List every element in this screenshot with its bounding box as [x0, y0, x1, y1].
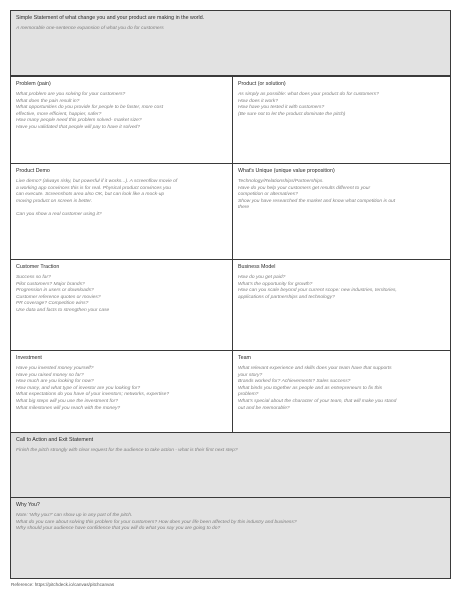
- problem-line: How many people need this problem solved- market size?: [16, 118, 142, 124]
- unique-line: Show you have researched the market and know what competition is out: [238, 198, 396, 204]
- traction-line: Success so far?: [16, 275, 51, 280]
- demo-line: Can you show a real customer using it?: [16, 211, 102, 217]
- model-title: Business Model: [238, 264, 276, 270]
- demo-title: Product Demo: [16, 168, 50, 174]
- demo-line: can execute. Screenshots area also OK, but can look like a mock-up: [16, 192, 165, 198]
- investment-title: Investment: [16, 355, 42, 361]
- team-title: Team: [238, 355, 251, 361]
- investment-box: [10, 350, 233, 433]
- model-line: What's the opportunity for growth?: [238, 281, 313, 287]
- demo-line: moving product on screen is better.: [16, 198, 93, 204]
- problem-box: [10, 76, 233, 164]
- reference-link[interactable]: Reference: https://pitchdeck.io/canvas/pitchcanvas: [11, 582, 115, 587]
- team-box: [232, 350, 451, 433]
- investment-line: What big steps will you use the investment for?: [16, 398, 118, 404]
- investment-line: What expectations do you have of your investors; networks, expertise?: [16, 392, 170, 398]
- statement-box: [10, 10, 451, 76]
- team-line: problem?: [238, 392, 259, 398]
- unique-title: What's Unique (unique value proposition): [238, 168, 335, 174]
- model-line: How can you scale beyond your current scope: new industries, territories,: [238, 288, 397, 294]
- cta-box: [10, 432, 451, 498]
- problem-line: effective, more efficient, happier, safer?: [16, 111, 102, 117]
- product-line: (Be sure not to let the product dominate the pitch): [238, 111, 346, 117]
- problem-line: What does the pain result in?: [16, 98, 80, 104]
- team-line: your story?: [238, 372, 263, 378]
- traction-line: Customer reference quotes or movies?: [16, 294, 101, 300]
- traction-box: [10, 259, 233, 351]
- product-title: Product (or solution): [238, 81, 286, 87]
- model-box: [232, 259, 451, 351]
- team-line: What relevant experience and skills does your team have that supports: [238, 366, 392, 371]
- team-line: Brands worked for? Achievements? Sales success?: [238, 379, 351, 385]
- product-line: How have you tested it with customers?: [238, 105, 325, 111]
- product-box: [232, 76, 451, 164]
- product-line: As simply as possible: what does your product do for customers?: [238, 92, 379, 97]
- team-line: out and be memorable?: [238, 405, 290, 411]
- cta-line: Finish the pitch strongly with clear request for the audience to take action - what is their first next step?: [16, 448, 238, 453]
- product-line: How does it work?: [238, 98, 278, 104]
- team-line: What's special about the character of your team, that will make you stand: [238, 398, 397, 404]
- traction-line: Pilot customers? Major brands?: [16, 281, 85, 287]
- demo-line: a working app convinces this is for real. Physical product convinces you: [16, 185, 171, 191]
- why-line: Note: 'Why you?' can show up in any part of the pitch.: [16, 513, 133, 518]
- why-title: Why You?: [16, 502, 40, 508]
- investment-line: How much are you looking for now?: [16, 379, 94, 385]
- problem-line: Have you validated that people will pay to have it solved?: [16, 124, 140, 130]
- demo-line: Live demo? (always risky, but powerful if it works...). A screenflow movie of: [16, 179, 178, 184]
- why-line: Why should your audience have confidence that you will do what you say you are going to do?: [16, 526, 221, 532]
- unique-line: Technology/Relationships/Partnerships.: [238, 179, 324, 184]
- team-line: What binds you together as people and as entrepreneurs to fix this: [238, 385, 383, 391]
- spacer: [16, 205, 227, 212]
- problem-line: What problem are you solving for your customers?: [16, 92, 126, 97]
- unique-box: [232, 163, 451, 260]
- unique-line: Have do you help your customers get results different to your: [238, 185, 371, 191]
- demo-box: [10, 163, 233, 260]
- model-line: applications of partnerships and technology?: [238, 294, 335, 300]
- unique-line: there: [238, 205, 250, 211]
- investment-line: Have you invested money yourself?: [16, 366, 94, 371]
- unique-line: competition or alternatives?: [238, 192, 298, 198]
- cta-title: Call to Action and Exit Statement: [16, 437, 94, 443]
- investment-line: How many, and what type of investor are you looking for?: [16, 385, 141, 391]
- model-line: How do you get paid?: [238, 275, 286, 280]
- why-line: What do you care about solving this problem for your customers? How does your life been affected by this industry and business?: [16, 519, 297, 525]
- traction-title: Customer Traction: [16, 264, 60, 270]
- traction-line: Use data and facts to strengthen your case: [16, 307, 110, 313]
- statement-title: Simple Statement of what change you and your product are making in the world.: [16, 15, 205, 21]
- traction-line: Progression in users or downloads?: [16, 288, 94, 294]
- why-box: [10, 497, 451, 579]
- investment-line: Have you raised money so far?: [16, 372, 84, 378]
- traction-line: PR coverage? Competition wins?: [16, 301, 89, 307]
- investment-line: What milestones will you reach with the money?: [16, 405, 121, 411]
- statement-line: A memorable one-sentence expansion of what you do for customers: [16, 26, 164, 31]
- problem-line: What opportunities do you provide for people to be faster, more cost: [16, 105, 164, 111]
- problem-title: Problem (pain): [16, 81, 51, 87]
